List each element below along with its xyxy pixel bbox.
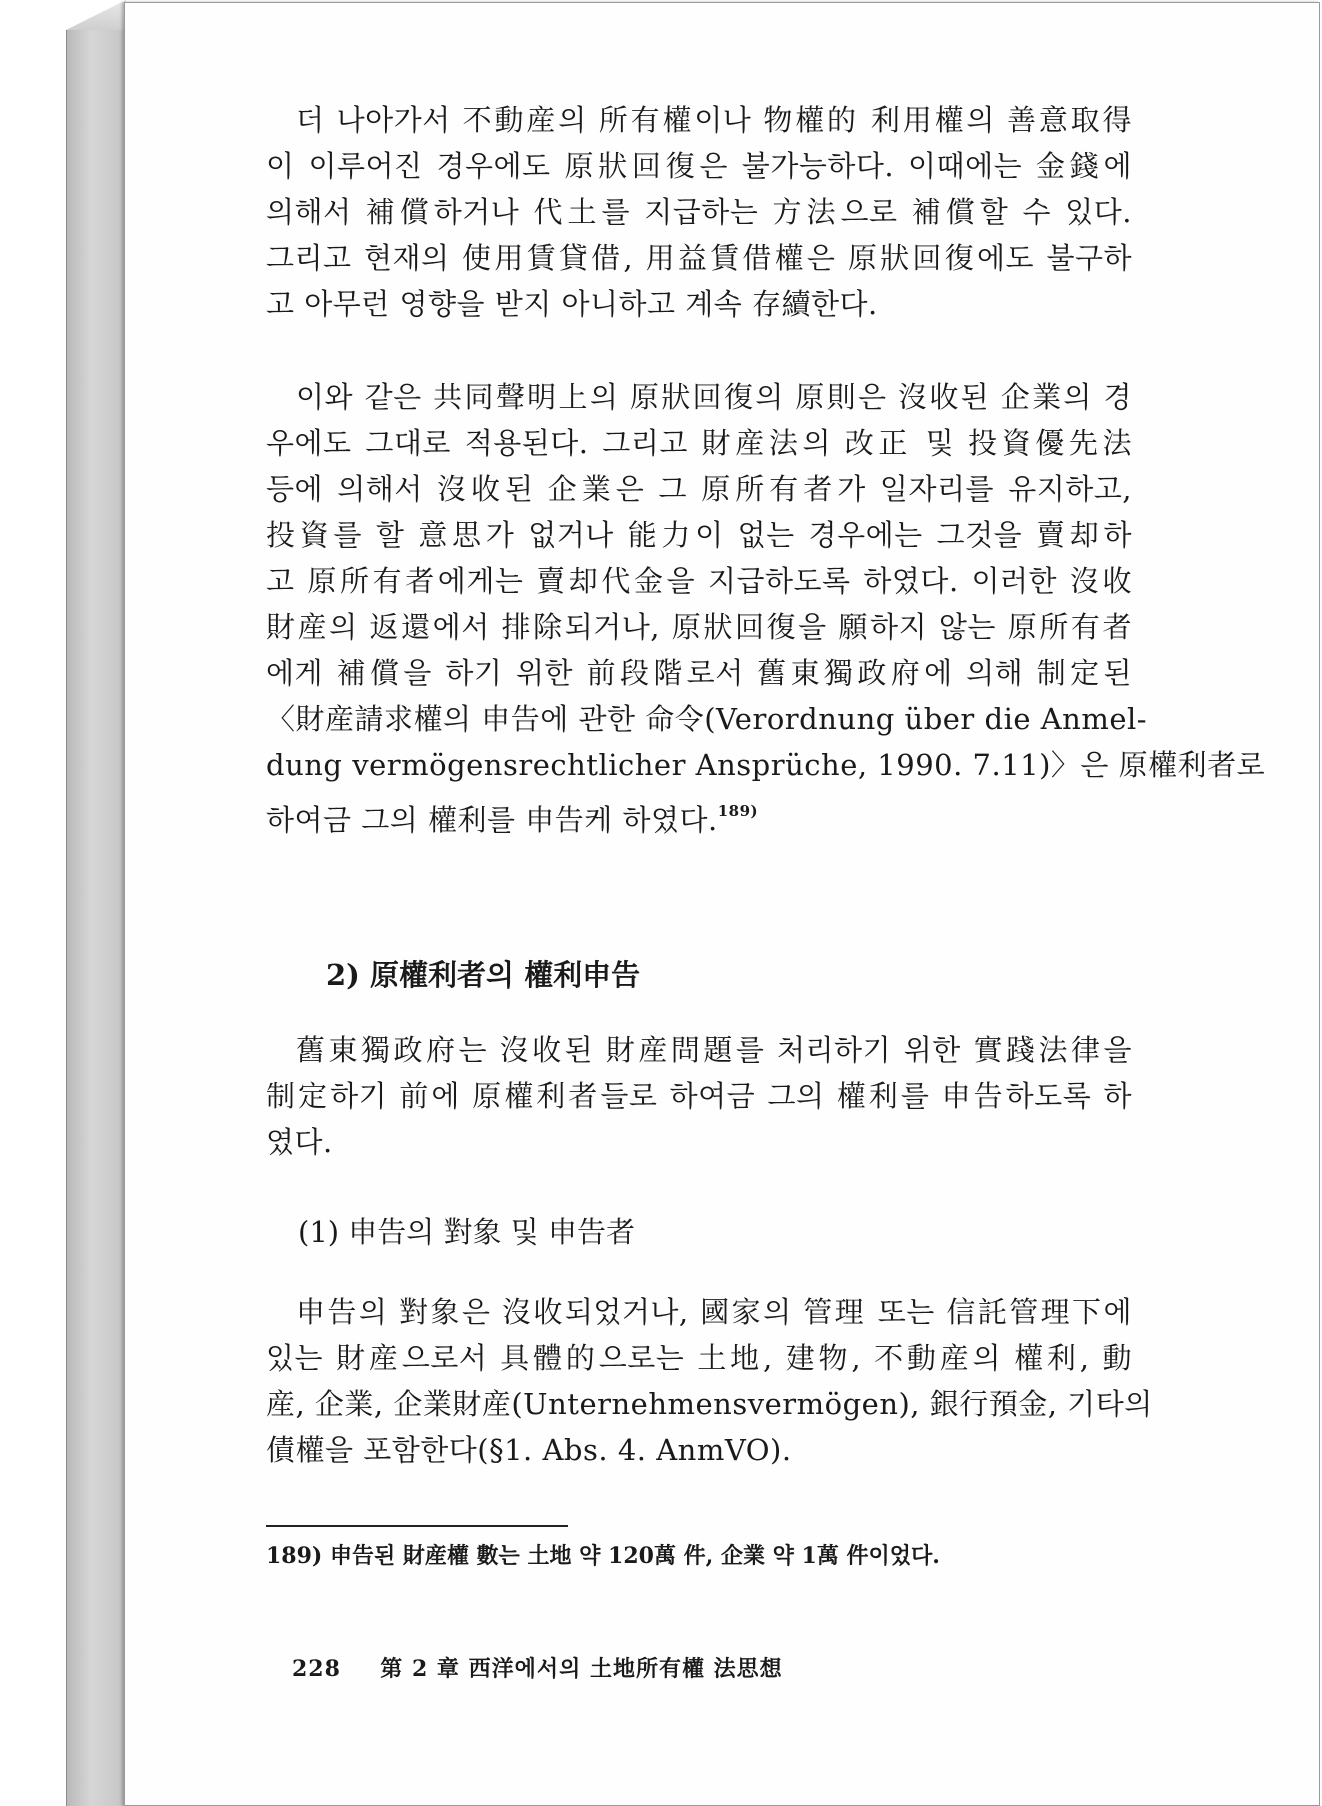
footnote-189: 189) 申告된 財産權 數는 土地 약 120萬 件, 企業 약 1萬 件이었다. [266,1543,940,1569]
text-line: 債權을 포함한다(§1. Abs. 4. AnmVO). [266,1433,792,1467]
running-head: 第 2 章 西洋에서의 土地所有權 法思想 [380,1656,783,1682]
text-line: 이 이루어진 경우에도 原狀回復은 불가능하다. 이때에는 金錢에 [266,149,1132,183]
book-spine [66,30,127,1806]
text-line: 이와 같은 共同聲明上의 原狀回復의 原則은 沒收된 企業의 경 [296,380,1132,414]
text-line: 投資를 할 意思가 없거나 能力이 없는 경우에는 그것을 賣却하 [266,518,1132,552]
text-line: 고 아무런 영향을 받지 아니하고 계속 存續한다. [266,287,878,321]
text-line: 고 原所有者에게는 賣却代金을 지급하도록 하였다. 이러한 沒收 [266,564,1132,598]
book-spine-top [66,0,126,30]
section-heading: 2) 原權利者의 權利申告 [326,958,641,992]
text-line: 制定하기 前에 原權利者들로 하여금 그의 權利를 申告하도록 하 [266,1079,1132,1113]
page-footer [292,1651,783,1687]
text-line: 그리고 현재의 使用賃貸借, 用益賃借權은 原狀回復에도 불구하 [266,241,1132,275]
text-line: 더 나아가서 不動産의 所有權이나 物權的 利用權의 善意取得 [296,103,1132,137]
text-line: 하여금 그의 權利를 申告케 하였다. [266,803,718,837]
text-line: 에게 補償을 하기 위한 前段階로서 舊東獨政府에 의해 制定된 [266,656,1132,690]
text-line: dung vermögensrechtlicher Ansprüche, 1990. 7.11)〉은 原權利者로 [266,748,1266,782]
subsection-heading: (1) 申告의 對象 및 申告者 [298,1215,635,1249]
text-line: 財産의 返還에서 排除되거나, 原狀回復을 願하지 않는 原所有者 [266,610,1132,644]
text-line: 〈財産請求權의 申告에 관한 命令(Verordnung über die Anmel- [266,702,1148,736]
text-line-with-footnote [266,791,1132,837]
text-line: 申告의 對象은 沒收되었거나, 國家의 管理 또는 信託管理下에 [296,1295,1132,1329]
footnote-reference: 189) [717,802,759,820]
text-line: 의해서 補償하거나 代土를 지급하는 方法으로 補償할 수 있다. [266,195,1132,229]
text-line: 였다. [266,1125,333,1159]
text-line: 등에 의해서 沒收된 企業은 그 原所有者가 일자리를 유지하고, [266,472,1132,506]
page-number: 228 [292,1656,341,1682]
text-line: 舊東獨政府는 沒收된 財産問題를 처리하기 위한 實踐法律을 [296,1033,1132,1067]
text-line: 있는 財産으로서 具體的으로는 土地, 建物, 不動産의 權利, 動 [266,1341,1132,1375]
footnote-divider [266,1525,568,1527]
text-line: 우에도 그대로 적용된다. 그리고 財産法의 改正 및 投資優先法 [266,426,1132,460]
text-line: 産, 企業, 企業財産(Unternehmensvermögen), 銀行預金, 기타의 [266,1387,1153,1421]
